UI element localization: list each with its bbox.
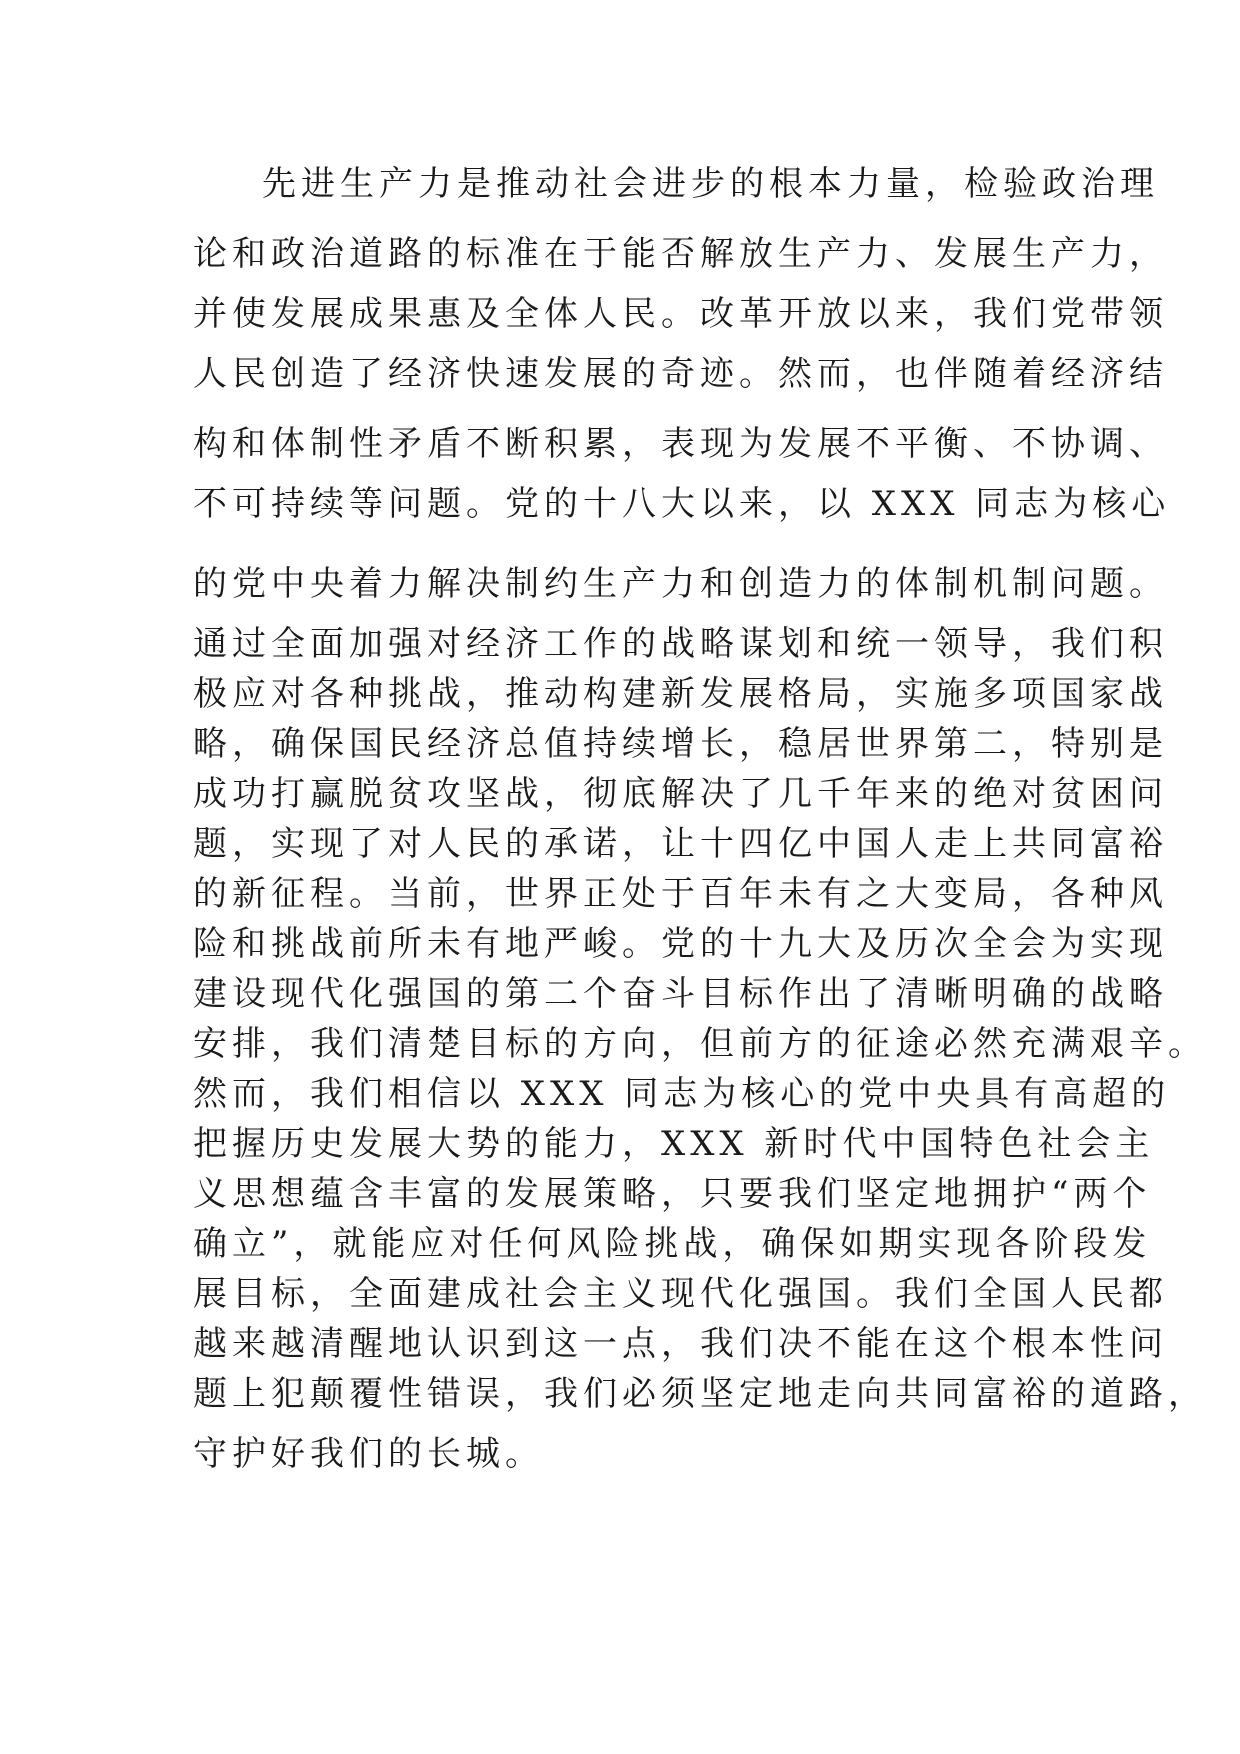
text-line-3: 并使发展成果惠及全体人民。改革开放以来，我们党带领 [193,294,1168,334]
text-line-2: 论和政治道路的标准在于能否解放生产力、发展生产力， [193,234,1168,274]
text-line-16: 安排，我们清楚目标的方向，但前方的征途必然充满艰辛。 [193,1024,1207,1064]
text-line-18: 把握历史发展大势的能力，XXX 新时代中国特色社会主 [193,1124,1155,1164]
text-line-20: 确立”，就能应对任何风险挑战，确保如期实现各阶段发 [193,1224,1152,1264]
text-line-12: 题，实现了对人民的承诺，让十四亿中国人走上共同富裕 [193,824,1168,864]
text-line-11: 成功打赢脱贫攻坚战，彻底解决了几千年来的绝对贫困问 [193,774,1168,814]
text-line-24: 守护好我们的长城。 [193,1434,544,1474]
text-line-21: 展目标，全面建成社会主义现代化强国。我们全国人民都 [193,1274,1168,1314]
text-line-7: 的党中央着力解决制约生产力和创造力的体制机制问题。 [193,564,1168,604]
text-line-13: 的新征程。当前，世界正处于百年未有之大变局，各种风 [193,874,1168,914]
text-line-17: 然而，我们相信以 XXX 同志为核心的党中央具有高超的 [193,1074,1171,1114]
text-line-8: 通过全面加强对经济工作的战略谋划和统一领导，我们积 [193,624,1168,664]
text-line-5: 构和体制性矛盾不断积累，表现为发展不平衡、不协调、 [193,424,1168,464]
text-line-6: 不可持续等问题。党的十八大以来，以 XXX 同志为核心 [193,484,1171,524]
text-line-4: 人民创造了经济快速发展的奇迹。然而，也伴随着经济结 [193,354,1168,394]
text-line-23: 题上犯颠覆性错误，我们必须坚定地走向共同富裕的道路， [193,1374,1207,1414]
text-line-22: 越来越清醒地认识到这一点，我们决不能在这个根本性问 [193,1324,1168,1364]
text-line-10: 略，确保国民经济总值持续增长，稳居世界第二，特别是 [193,724,1168,764]
text-line-15: 建设现代化强国的第二个奋斗目标作出了清晰明确的战略 [193,974,1168,1014]
text-line-19: 义思想蕴含丰富的发展策略，只要我们坚定地拥护“两个 [193,1174,1152,1214]
text-line-14: 险和挑战前所未有地严峻。党的十九大及历次全会为实现 [193,924,1168,964]
text-line-1: 先进生产力是推动社会进步的根本力量，检验政治理 [262,164,1159,204]
text-line-9: 极应对各种挑战，推动构建新发展格局，实施多项国家战 [193,674,1168,714]
